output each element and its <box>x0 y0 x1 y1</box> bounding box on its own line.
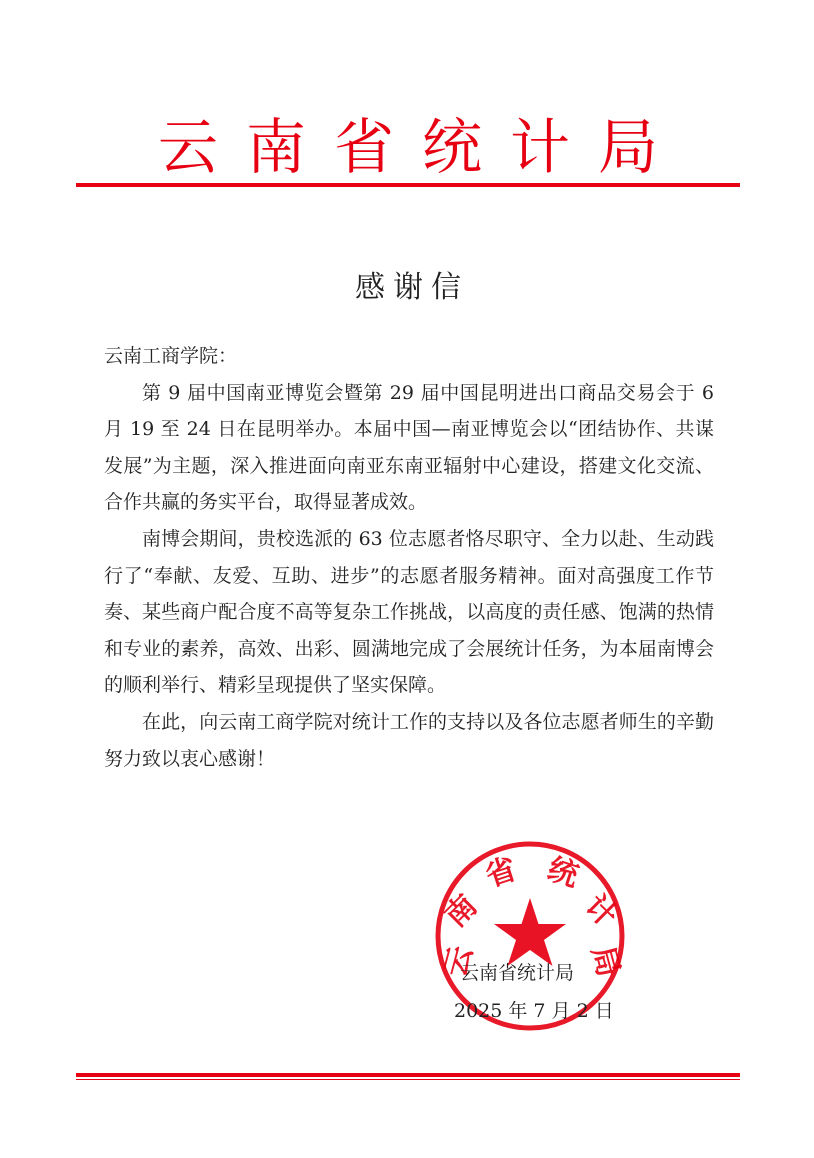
svg-text:云: 云 <box>438 942 480 981</box>
signature-organization: 云南省统计局 <box>460 962 575 984</box>
document-title: 感谢信 <box>355 270 469 305</box>
footer-red-rule <box>76 1073 740 1077</box>
letterhead-red-rule <box>76 183 740 187</box>
paragraph-2: 南博会期间，贵校选派的 63 位志愿者恪尽职守、全力以赴、生动践行了“奉献、友爱、互助、进步”的志愿者服务精神。面对高强度工作节奏、某些商户配合度不高等复杂工作挑战，以高度的责任感、饱满的热情和专业的素养，高效、出彩、圆满地完成了会展统计任务，为本届南博会的顺利举行、精彩呈现提供了坚实保障。 <box>104 527 714 697</box>
svg-text:计: 计 <box>577 888 624 935</box>
signature-date: 2025 年 7 月 2 日 <box>454 1000 614 1022</box>
svg-text:局: 局 <box>584 942 626 981</box>
letter-body <box>104 338 714 777</box>
svg-text:南: 南 <box>438 888 485 935</box>
paragraph-1: 第 9 届中国南亚博览会暨第 29 届中国昆明进出口商品交易会于 6 月 19 至 24 日在昆明举办。本届中国—南亚博览会以“团结协作、共谋发展”为主题，深入推进面向南亚东南亚辐射中心建设，搭建文化交流、合作共赢的务实平台，取得显著成效。 <box>104 381 714 514</box>
salutation: 云南工商学院： <box>104 345 238 367</box>
svg-text:统: 统 <box>543 851 583 895</box>
paragraph-3: 在此，向云南工商学院对统计工作的支持以及各位志愿者师生的辛勤努力致以衷心感谢！ <box>104 710 714 770</box>
footer-thin-rule <box>76 1079 740 1080</box>
letterhead-title: 云南省统计局 <box>158 113 686 183</box>
svg-text:省: 省 <box>481 851 521 895</box>
